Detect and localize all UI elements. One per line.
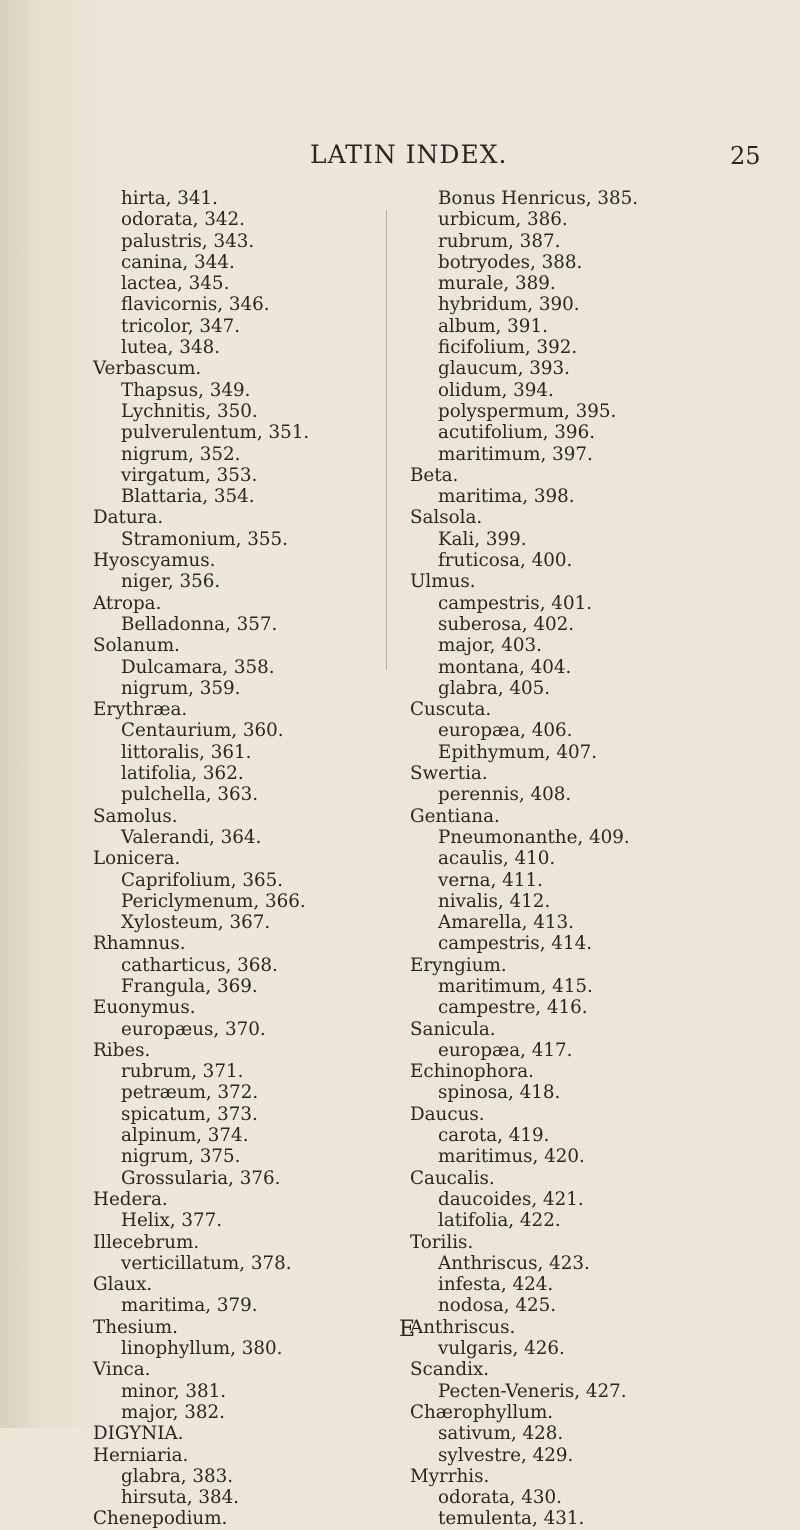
index-entry: montana, 404. <box>438 656 572 678</box>
index-entry: infesta, 424. <box>438 1274 554 1296</box>
index-entry: maritimum, 397. <box>438 443 593 465</box>
index-entry: nodosa, 425. <box>438 1295 557 1317</box>
genus-heading: Chærophyllum. <box>410 1401 554 1423</box>
index-entry: niger, 356. <box>121 571 221 593</box>
index-entry: spinosa, 418. <box>438 1082 561 1104</box>
index-entry: Bonus Henricus, 385. <box>438 188 639 209</box>
genus-heading: Cuscuta. <box>410 699 492 721</box>
index-entry: nigrum, 375. <box>121 1146 241 1168</box>
index-entry: glaucum, 393. <box>438 358 570 380</box>
index-entry: pulverulentum, 351. <box>121 422 310 444</box>
index-entry: Epithymum, 407. <box>438 741 598 763</box>
genus-heading: Hyoscyamus. <box>93 550 216 572</box>
index-entry: Kali, 399. <box>438 528 527 550</box>
index-entry: acutifolium, 396. <box>438 422 596 444</box>
index-entry: Dulcamara, 358. <box>121 656 275 678</box>
index-entry: Frangula, 369. <box>121 975 258 997</box>
index-entry: odorata, 342. <box>121 209 245 231</box>
index-entry: Grossularia, 376. <box>121 1167 281 1189</box>
genus-heading: Echinophora. <box>410 1061 534 1083</box>
genus-heading: Solanum. <box>93 635 180 657</box>
genus-heading: Datura. <box>93 507 164 529</box>
genus-heading: Sanicula. <box>410 1018 496 1040</box>
index-entry: linophyllum, 380. <box>121 1338 283 1360</box>
index-entry: daucoides, 421. <box>438 1188 584 1210</box>
index-entry: Pecten-Veneris, 427. <box>438 1380 627 1402</box>
index-entry: palustris, 343. <box>121 230 255 252</box>
index-entry: suberosa, 402. <box>438 613 575 635</box>
index-entry: Belladonna, 357. <box>121 613 278 635</box>
index-entry: maritima, 379. <box>121 1295 258 1317</box>
index-entry: Periclymenum, 366. <box>121 890 306 912</box>
index-entry: campestris, 401. <box>438 592 593 614</box>
index-entry: verticillatum, 378. <box>121 1252 292 1274</box>
index-entry: pulchella, 363. <box>121 784 259 806</box>
index-entry: petræum, 372. <box>121 1082 259 1104</box>
index-entry: littoralis, 361. <box>121 741 252 763</box>
index-entry: Anthriscus, 423. <box>438 1252 590 1274</box>
index-entry: flavicornis, 346. <box>121 294 270 316</box>
column-divider <box>386 210 387 670</box>
index-entry: canina, 344. <box>121 251 235 273</box>
index-entry: Amarella, 413. <box>438 912 574 934</box>
index-entry: verna, 411. <box>438 869 543 891</box>
index-entry: campestris, 414. <box>438 933 593 955</box>
genus-heading: Myrrhis. <box>410 1465 490 1487</box>
index-entry: spicatum, 373. <box>121 1103 258 1125</box>
page-title: LATIN INDEX. <box>310 140 508 169</box>
genus-heading: Erythræa. <box>93 699 188 721</box>
index-entry: europæa, 406. <box>438 720 573 742</box>
index-entry: maritimus, 420. <box>438 1146 585 1168</box>
index-entry: nigrum, 359. <box>121 677 241 699</box>
index-entry: Blattaria, 354. <box>121 486 255 508</box>
genus-heading: Swertia. <box>410 763 488 785</box>
right-index-column <box>410 188 790 1530</box>
index-entry: campestre, 416. <box>438 997 588 1019</box>
genus-heading: Chenepodium. <box>93 1508 228 1530</box>
genus-heading: Ribes. <box>93 1039 151 1061</box>
index-entry: hirsuta, 384. <box>121 1487 240 1509</box>
index-entry: Caprifolium, 365. <box>121 869 284 891</box>
genus-heading: Vinca. <box>93 1359 151 1381</box>
index-entry: Centaurium, 360. <box>121 720 284 742</box>
index-entry: major, 403. <box>438 635 542 657</box>
genus-heading: Eryngium. <box>410 954 507 976</box>
index-entry: Xylosteum, 367. <box>121 912 271 934</box>
genus-heading: Hedera. <box>93 1188 168 1210</box>
index-entry: perennis, 408. <box>438 784 572 806</box>
index-entry: maritima, 398. <box>438 486 575 508</box>
index-entry: rubrum, 387. <box>438 230 561 252</box>
index-entry: Thapsus, 349. <box>121 379 251 401</box>
index-entry: catharticus, 368. <box>121 954 278 976</box>
index-entry: Stramonium, 355. <box>121 528 288 550</box>
index-entry: Valerandi, 364. <box>121 826 262 848</box>
index-entry: Helix, 377. <box>121 1210 223 1232</box>
index-entry: ficifolium, 392. <box>438 337 578 359</box>
genus-heading: Verbascum. <box>93 358 202 380</box>
index-entry: sativum, 428. <box>438 1423 564 1445</box>
index-entry: lutea, 348. <box>121 337 221 359</box>
index-entry: olidum, 394. <box>438 379 554 401</box>
index-entry: vulgaris, 426. <box>438 1338 565 1360</box>
index-entry: polyspermum, 395. <box>438 400 617 422</box>
genus-heading: Herniaria. <box>93 1444 189 1466</box>
index-entry: carota, 419. <box>438 1125 550 1147</box>
index-entry: album, 391. <box>438 315 548 337</box>
genus-heading: Salsola. <box>410 507 483 529</box>
index-entry: botryodes, 388. <box>438 251 583 273</box>
index-entry: urbicum, 386. <box>438 209 568 231</box>
index-entry: latifolia, 362. <box>121 763 244 785</box>
index-entry: minor, 381. <box>121 1380 227 1402</box>
index-entry: virgatum, 353. <box>121 464 258 486</box>
genus-heading: Ulmus. <box>410 571 476 593</box>
genus-heading: Scandix. <box>410 1359 490 1381</box>
index-entry: major, 382. <box>121 1401 225 1423</box>
genus-heading: Torilis. <box>410 1231 474 1253</box>
index-entry: maritimum, 415. <box>438 975 593 997</box>
index-entry: europæa, 417. <box>438 1039 573 1061</box>
genus-heading: Daucus. <box>410 1103 485 1125</box>
index-entry: odorata, 430. <box>438 1487 562 1509</box>
index-entry: glabra, 383. <box>121 1465 234 1487</box>
left-index-column <box>93 188 393 1530</box>
genus-heading: Euonymus. <box>93 997 196 1019</box>
index-entry: acaulis, 410. <box>438 848 556 870</box>
genus-heading: Thesium. <box>93 1316 178 1338</box>
genus-heading: Illecebrum. <box>93 1231 200 1253</box>
genus-heading: Samolus. <box>93 805 178 827</box>
index-entry: europæus, 370. <box>121 1018 266 1040</box>
signature-mark: E <box>399 1317 416 1342</box>
index-entry: lactea, 345. <box>121 273 230 295</box>
index-entry: tricolor, 347. <box>121 315 241 337</box>
genus-heading: Beta. <box>410 464 459 486</box>
genus-heading: Rhamnus. <box>93 933 186 955</box>
genus-heading: Glaux. <box>93 1274 153 1296</box>
index-entry: Lychnitis, 350. <box>121 400 258 422</box>
index-entry: nigrum, 352. <box>121 443 241 465</box>
index-entry: Pneumonanthe, 409. <box>438 826 630 848</box>
page-number: 25 <box>730 142 761 170</box>
genus-heading: Gentiana. <box>410 805 500 827</box>
index-entry: glabra, 405. <box>438 677 551 699</box>
index-entry: latifolia, 422. <box>438 1210 561 1232</box>
index-entry: fruticosa, 400. <box>438 550 573 572</box>
index-entry: rubrum, 371. <box>121 1061 244 1083</box>
index-entry: alpinum, 374. <box>121 1125 249 1147</box>
index-entry: sylvestre, 429. <box>438 1444 574 1466</box>
genus-heading: DIGYNIA. <box>93 1423 184 1445</box>
index-entry: hirta, 341. <box>121 188 218 209</box>
index-entry: nivalis, 412. <box>438 890 551 912</box>
genus-heading: Lonicera. <box>93 848 181 870</box>
index-entry: murale, 389. <box>438 273 556 295</box>
genus-heading: Anthriscus. <box>410 1316 516 1338</box>
index-entry: temulenta, 431. <box>438 1508 585 1530</box>
index-entry: hybridum, 390. <box>438 294 580 316</box>
genus-heading: Caucalis. <box>410 1167 495 1189</box>
genus-heading: Atropa. <box>93 592 162 614</box>
